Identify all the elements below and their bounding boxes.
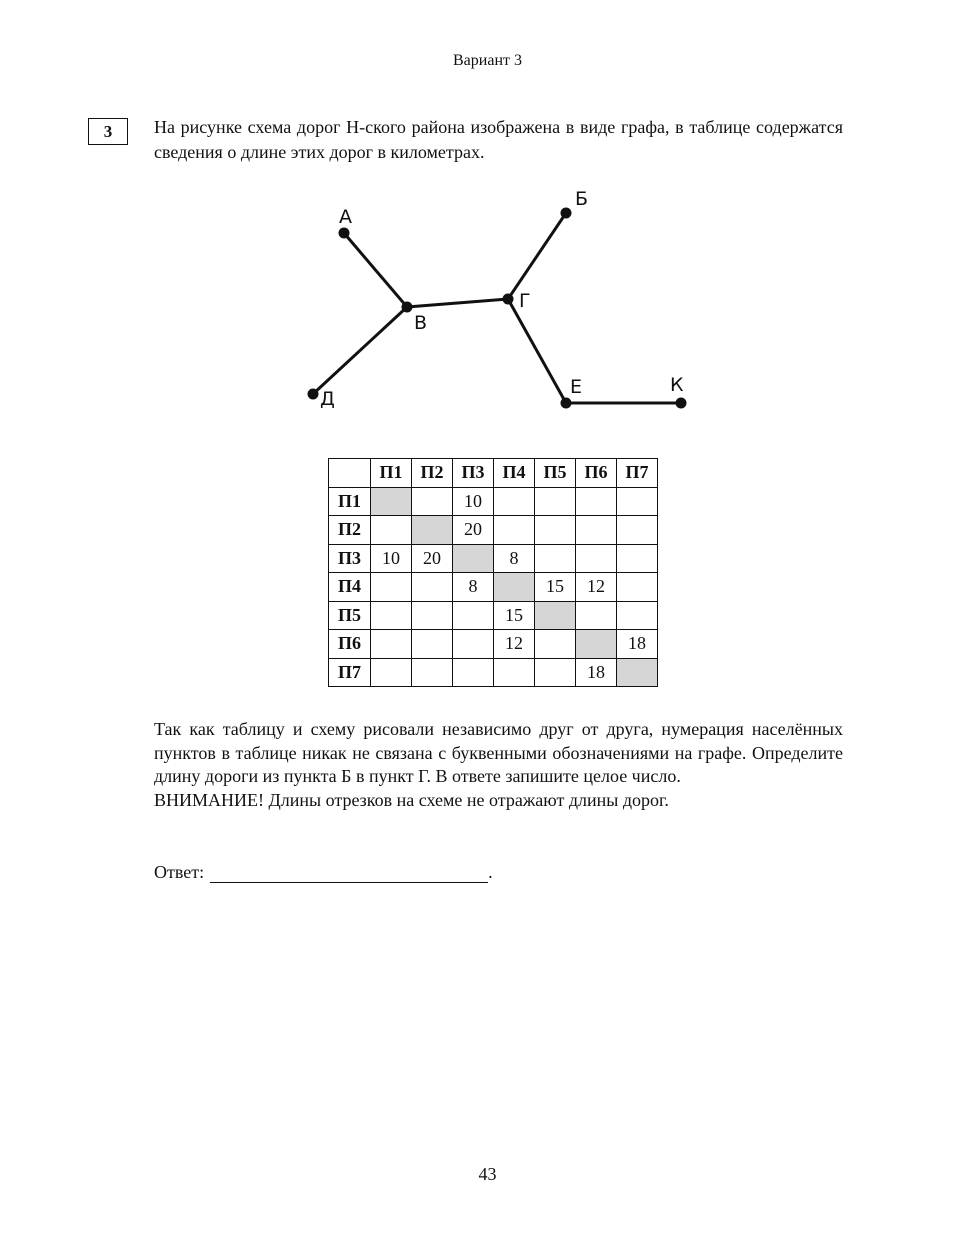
node-B	[561, 208, 572, 219]
table-cell	[412, 630, 453, 659]
table-row	[329, 601, 658, 630]
answer-input-line[interactable]	[210, 864, 488, 883]
node-label-V: В	[414, 312, 428, 334]
page-header: Вариант 3	[453, 52, 522, 69]
edge-G-B	[508, 213, 566, 299]
table-cell: 18	[617, 630, 658, 659]
node-label-E: Е	[570, 376, 583, 398]
table-cell	[371, 573, 412, 602]
column-header: П6	[576, 459, 617, 488]
node-label-B: Б	[575, 188, 589, 210]
table-corner-cell	[329, 459, 371, 488]
table-cell	[535, 630, 576, 659]
row-header: П2	[329, 516, 371, 545]
row-header: П1	[329, 487, 371, 516]
table-cell: 8	[494, 544, 535, 573]
diagonal-cell	[535, 601, 576, 630]
road-graph	[0, 0, 975, 440]
table-cell	[453, 658, 494, 687]
node-label-G: Г	[519, 290, 531, 312]
answer-row	[154, 862, 493, 883]
table-cell: 12	[494, 630, 535, 659]
table-cell	[617, 573, 658, 602]
answer-suffix: .	[488, 862, 493, 882]
answer-label: Ответ:	[154, 862, 205, 882]
table-cell	[412, 658, 453, 687]
diagonal-cell	[371, 487, 412, 516]
table-cell	[371, 658, 412, 687]
task-intro: На рисунке схема дорог Н-ского района изображена в виде графа, в таблице содержатся сведения о длине этих дорог в километрах.	[154, 117, 843, 162]
table-cell: 20	[412, 544, 453, 573]
column-header: П3	[453, 459, 494, 488]
edge-V-G	[407, 299, 508, 307]
table-cell	[576, 516, 617, 545]
table-row	[329, 516, 658, 545]
column-header: П7	[617, 459, 658, 488]
table-row	[329, 630, 658, 659]
table-row	[329, 544, 658, 573]
table-cell	[412, 573, 453, 602]
distance-table	[328, 458, 658, 687]
node-label-A: А	[339, 206, 352, 228]
row-header: П3	[329, 544, 371, 573]
column-header: П5	[535, 459, 576, 488]
node-label-D: Д	[320, 388, 335, 410]
column-header: П1	[371, 459, 412, 488]
row-header: П7	[329, 658, 371, 687]
row-header: П6	[329, 630, 371, 659]
diagonal-cell	[617, 658, 658, 687]
row-header: П4	[329, 573, 371, 602]
node-label-K: К	[670, 374, 684, 396]
table-cell	[494, 516, 535, 545]
table-cell	[412, 487, 453, 516]
table-cell: 15	[494, 601, 535, 630]
table-cell: 20	[453, 516, 494, 545]
table-cell: 12	[576, 573, 617, 602]
table-cell	[453, 630, 494, 659]
table-cell	[617, 601, 658, 630]
diagonal-cell	[453, 544, 494, 573]
task-paragraph: Так как таблицу и схему рисовали независимо друг от друга, нумерация населённых пунктов в таблице никак не связана с буквенными обозначениями на графе. Определите длину дороги из пункта Б в пункт Г. В ответе запишите целое число.	[154, 719, 843, 786]
table-cell	[494, 487, 535, 516]
diagonal-cell	[412, 516, 453, 545]
table-cell	[535, 544, 576, 573]
table-row	[329, 573, 658, 602]
edge-G-E	[508, 299, 566, 403]
table-cell	[371, 630, 412, 659]
edge-A-V	[344, 233, 407, 307]
node-E	[561, 398, 572, 409]
table-cell	[371, 601, 412, 630]
diagonal-cell	[576, 630, 617, 659]
table-row	[329, 658, 658, 687]
table-cell	[453, 601, 494, 630]
table-row	[329, 487, 658, 516]
task-number-box: 3	[88, 118, 128, 145]
table-cell	[617, 544, 658, 573]
table-header-row	[329, 459, 658, 488]
column-header: П4	[494, 459, 535, 488]
table-cell: 8	[453, 573, 494, 602]
table-cell	[576, 601, 617, 630]
column-header: П2	[412, 459, 453, 488]
table-cell: 15	[535, 573, 576, 602]
graph-edges	[313, 213, 681, 403]
table-cell	[617, 516, 658, 545]
node-G	[503, 294, 514, 305]
table-cell	[371, 516, 412, 545]
table-cell: 10	[453, 487, 494, 516]
table-cell	[535, 487, 576, 516]
node-K	[676, 398, 687, 409]
table-cell	[494, 658, 535, 687]
node-V	[402, 302, 413, 313]
task-body	[154, 718, 843, 812]
table-cell	[576, 487, 617, 516]
graph-nodes	[308, 208, 687, 409]
table-cell	[576, 544, 617, 573]
table-cell	[412, 601, 453, 630]
node-D	[308, 389, 319, 400]
page-number: 43	[478, 1164, 497, 1184]
node-A	[339, 228, 350, 239]
table-cell	[535, 516, 576, 545]
row-header: П5	[329, 601, 371, 630]
table-cell: 10	[371, 544, 412, 573]
edge-D-V	[313, 307, 407, 394]
table-cell	[617, 487, 658, 516]
diagonal-cell	[494, 573, 535, 602]
table-cell	[535, 658, 576, 687]
table-cell: 18	[576, 658, 617, 687]
task-warning: ВНИМАНИЕ! Длины отрезков на схеме не отражают длины дорог.	[154, 789, 669, 810]
